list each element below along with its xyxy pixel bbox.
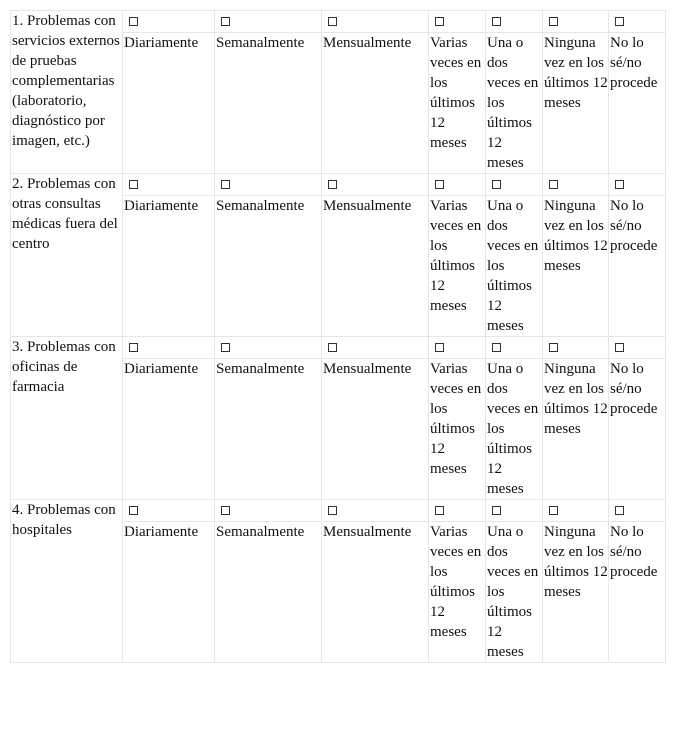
option-checkbox-cell	[609, 500, 666, 522]
checkbox-icon[interactable]	[435, 506, 444, 515]
option-label: Una o dos veces en los últimos 12 meses	[486, 522, 543, 663]
checkbox-icon[interactable]	[129, 180, 138, 189]
option-checkbox-cell	[609, 174, 666, 196]
option-checkbox-cell	[322, 337, 429, 359]
option-label: Diariamente	[123, 33, 215, 174]
option-checkbox-cell	[543, 337, 609, 359]
checkbox-icon[interactable]	[549, 506, 558, 515]
question-label: 1. Problemas con servicios externos de pruebas complementarias (laboratorio, diagnóstico por imagen, etc.)	[11, 11, 123, 174]
question-row	[11, 500, 666, 522]
option-checkbox-cell	[123, 500, 215, 522]
option-label: No lo sé/no procede	[609, 33, 666, 174]
checkbox-icon[interactable]	[221, 180, 230, 189]
checkbox-icon[interactable]	[492, 506, 501, 515]
option-label: Ninguna vez en los últimos 12 meses	[543, 33, 609, 174]
option-label: Diariamente	[123, 196, 215, 337]
checkbox-icon[interactable]	[129, 17, 138, 26]
checkbox-icon[interactable]	[615, 343, 624, 352]
checkbox-icon[interactable]	[435, 17, 444, 26]
option-label: No lo sé/no procede	[609, 196, 666, 337]
checkbox-icon[interactable]	[221, 506, 230, 515]
option-checkbox-cell	[429, 11, 486, 33]
option-checkbox-cell	[609, 11, 666, 33]
option-checkbox-cell	[322, 174, 429, 196]
option-checkbox-cell	[123, 11, 215, 33]
checkbox-icon[interactable]	[328, 343, 337, 352]
checkbox-icon[interactable]	[221, 343, 230, 352]
option-checkbox-cell	[322, 11, 429, 33]
checkbox-icon[interactable]	[549, 180, 558, 189]
checkbox-icon[interactable]	[328, 17, 337, 26]
option-checkbox-cell	[123, 174, 215, 196]
option-label: Una o dos veces en los últimos 12 meses	[486, 196, 543, 337]
option-label: Varias veces en los últimos 12 meses	[429, 359, 486, 500]
checkbox-icon[interactable]	[492, 17, 501, 26]
checkbox-icon[interactable]	[129, 506, 138, 515]
option-checkbox-cell	[215, 500, 322, 522]
checkbox-icon[interactable]	[129, 343, 138, 352]
option-label: Mensualmente	[322, 359, 429, 500]
checkbox-icon[interactable]	[615, 506, 624, 515]
checkbox-icon[interactable]	[435, 180, 444, 189]
option-label: No lo sé/no procede	[609, 522, 666, 663]
option-checkbox-cell	[486, 11, 543, 33]
question-label: 4. Problemas con hospitales	[11, 500, 123, 663]
checkbox-icon[interactable]	[221, 17, 230, 26]
checkbox-icon[interactable]	[615, 180, 624, 189]
checkbox-icon[interactable]	[549, 17, 558, 26]
survey-table	[10, 10, 666, 663]
option-checkbox-cell	[215, 11, 322, 33]
option-checkbox-cell	[429, 337, 486, 359]
checkbox-icon[interactable]	[328, 506, 337, 515]
option-label: Varias veces en los últimos 12 meses	[429, 33, 486, 174]
option-label: Varias veces en los últimos 12 meses	[429, 522, 486, 663]
option-checkbox-cell	[609, 337, 666, 359]
option-checkbox-cell	[322, 500, 429, 522]
question-row	[11, 174, 666, 196]
option-label: Semanalmente	[215, 33, 322, 174]
option-checkbox-cell	[215, 174, 322, 196]
checkbox-icon[interactable]	[492, 343, 501, 352]
checkbox-icon[interactable]	[435, 343, 444, 352]
option-checkbox-cell	[123, 337, 215, 359]
option-label: No lo sé/no procede	[609, 359, 666, 500]
question-row	[11, 11, 666, 33]
question-row	[11, 337, 666, 359]
option-label: Ninguna vez en los últimos 12 meses	[543, 522, 609, 663]
option-checkbox-cell	[215, 337, 322, 359]
option-label: Semanalmente	[215, 196, 322, 337]
option-label: Ninguna vez en los últimos 12 meses	[543, 359, 609, 500]
question-label: 3. Problemas con oficinas de farmacia	[11, 337, 123, 500]
option-checkbox-cell	[486, 174, 543, 196]
option-checkbox-cell	[429, 500, 486, 522]
option-label: Diariamente	[123, 359, 215, 500]
checkbox-icon[interactable]	[328, 180, 337, 189]
checkbox-icon[interactable]	[492, 180, 501, 189]
option-label: Ninguna vez en los últimos 12 meses	[543, 196, 609, 337]
option-label: Mensualmente	[322, 522, 429, 663]
option-label: Diariamente	[123, 522, 215, 663]
option-checkbox-cell	[486, 500, 543, 522]
option-label: Mensualmente	[322, 196, 429, 337]
option-checkbox-cell	[486, 337, 543, 359]
checkbox-icon[interactable]	[549, 343, 558, 352]
option-label: Mensualmente	[322, 33, 429, 174]
checkbox-icon[interactable]	[615, 17, 624, 26]
option-checkbox-cell	[429, 174, 486, 196]
option-label: Semanalmente	[215, 359, 322, 500]
option-label: Una o dos veces en los últimos 12 meses	[486, 33, 543, 174]
option-checkbox-cell	[543, 500, 609, 522]
option-label: Semanalmente	[215, 522, 322, 663]
option-checkbox-cell	[543, 174, 609, 196]
option-label: Varias veces en los últimos 12 meses	[429, 196, 486, 337]
option-checkbox-cell	[543, 11, 609, 33]
question-label: 2. Problemas con otras consultas médicas fuera del centro	[11, 174, 123, 337]
option-label: Una o dos veces en los últimos 12 meses	[486, 359, 543, 500]
